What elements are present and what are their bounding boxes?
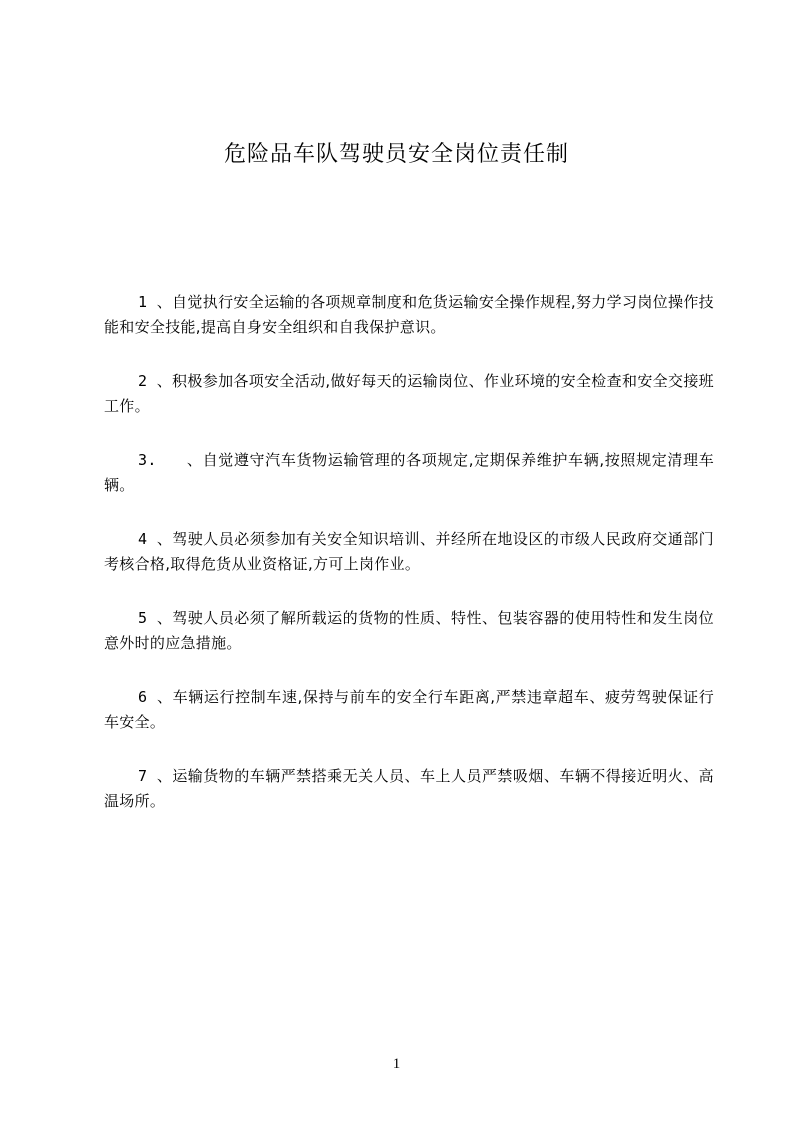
- clause-text: 驾驶人员必须参加有关安全知识培训、并经所在地设区的市级人民政府交通部门考核合格,取得危货从业资格证,方可上岗作业。: [104, 530, 714, 573]
- clause-item: [104, 369, 714, 419]
- clause-separator: 、: [176, 451, 203, 469]
- clause-separator: 、: [156, 609, 173, 627]
- clause-text: 驾驶人员必须了解所载运的货物的性质、特性、包装容器的使用特性和发生岗位意外时的应急措施。: [104, 609, 714, 652]
- clause-item: [104, 290, 714, 340]
- clause-text: 自觉执行安全运输的各项规章制度和危货运输安全操作规程,努力学习岗位操作技能和安全技能,提高自身安全组织和自我保护意识。: [104, 293, 714, 336]
- clause-separator: 、: [156, 767, 173, 785]
- clause-number: 5: [138, 609, 157, 627]
- page-title: 危险品车队驾驶员安全岗位责任制: [223, 142, 569, 167]
- clause-item: [104, 764, 714, 814]
- clause-item: [104, 448, 714, 498]
- clause-number: 1: [138, 293, 157, 311]
- clause-item: [104, 527, 714, 577]
- clause-item: [104, 685, 714, 735]
- clause-separator: 、: [156, 688, 173, 706]
- clause-separator: 、: [156, 530, 173, 548]
- clause-separator: 、: [156, 372, 173, 390]
- page-number: 1: [392, 1056, 401, 1072]
- clause-text: 车辆运行控制车速,保持与前车的安全行车距离,严禁违章超车、疲劳驾驶保证行车安全。: [104, 688, 714, 731]
- clause-number: 7: [138, 767, 157, 785]
- clause-number: 3.: [138, 451, 177, 469]
- clause-list: [104, 290, 714, 843]
- clause-text: 运输货物的车辆严禁搭乘无关人员、车上人员严禁吸烟、车辆不得接近明火、高温场所。: [104, 767, 714, 810]
- clause-text: 积极参加各项安全活动,做好每天的运输岗位、作业环境的安全检查和安全交接班工作。: [104, 372, 714, 415]
- clause-number: 4: [138, 530, 157, 548]
- clause-separator: 、: [156, 293, 173, 311]
- clause-item: [104, 606, 714, 656]
- clause-number: 6: [138, 688, 157, 706]
- clause-text: 自觉遵守汽车货物运输管理的各项规定,定期保养维护车辆,按照规定清理车辆。: [104, 451, 715, 494]
- clause-number: 2: [138, 372, 157, 390]
